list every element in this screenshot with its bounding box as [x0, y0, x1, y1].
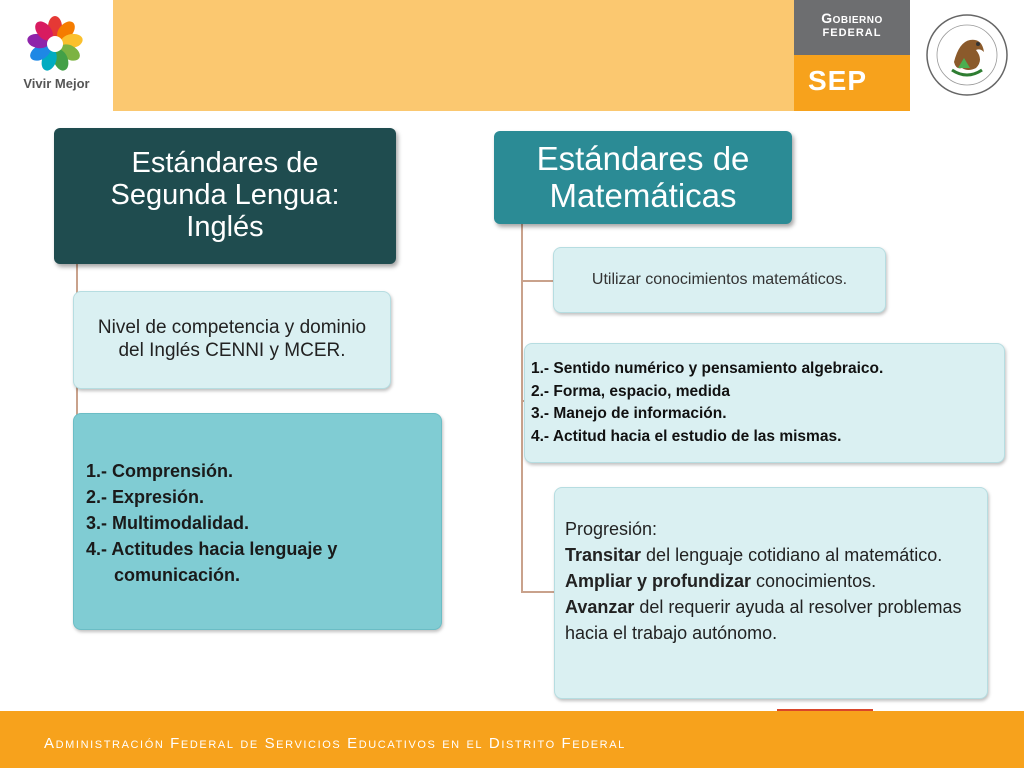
list-item: 1.- Sentido numérico y pensamiento algebraico.: [531, 360, 884, 377]
list-item: 3.- Multimodalidad.: [86, 513, 250, 533]
competencias-list: [86, 458, 337, 588]
nivel-competencia-box: [73, 291, 391, 389]
progresion-line: [565, 594, 977, 646]
list-item: 3.- Manejo de información.: [531, 405, 727, 422]
logo-text: Vivir Mejor: [23, 76, 90, 91]
ejes-box: [524, 343, 1005, 463]
footer: [0, 711, 1024, 768]
right-connector-branch1: [521, 280, 553, 282]
progresion-bold: Avanzar: [565, 597, 635, 617]
gobierno-federal-badge: [794, 0, 910, 55]
progresion-rest: del lenguaje cotidiano al matemático.: [641, 545, 943, 565]
segunda-lengua-title-text: Estándares de Segunda Lengua: Inglés: [110, 147, 340, 243]
progresion-line: [565, 568, 977, 594]
mexico-seal: [910, 0, 1024, 111]
progresion-box: [554, 487, 988, 699]
flower-logo-icon: [25, 14, 85, 74]
header-band: [113, 0, 794, 111]
matematicas-title-text: Estándares de Matemáticas: [536, 140, 750, 214]
sep-badge: [794, 55, 910, 111]
vivir-mejor-logo: [0, 0, 113, 111]
gov-line2: FEDERAL: [822, 27, 882, 39]
header: [0, 0, 1024, 111]
progresion-rest: conocimientos.: [751, 571, 877, 591]
ejes-list: [531, 358, 883, 448]
progresion-heading: Progresión:: [565, 519, 658, 539]
nivel-competencia-text: Nivel de competencia y dominio del Inglés CENNI y MCER.: [97, 317, 367, 361]
utilizar-text: Utilizar conocimientos matemáticos.: [591, 271, 848, 288]
list-item: comunicación.: [114, 565, 241, 585]
progresion-line: [565, 542, 977, 568]
progresion-bold: Transitar: [565, 545, 642, 565]
list-item: 1.- Comprensión.: [86, 461, 234, 481]
sep-text: SEP: [808, 65, 868, 96]
list-item: 2.- Forma, espacio, medida: [531, 382, 730, 400]
gov-line1: Gobierno: [821, 10, 883, 26]
progresion-rest: del requerir ayuda al resolver problemas hacia el trabajo autónomo.: [565, 597, 962, 643]
list-item: 4.- Actitud hacia el estudio de las mismas.: [531, 427, 842, 445]
segunda-lengua-title: [54, 128, 396, 264]
right-connector-branch3: [521, 591, 554, 593]
list-item: 4.- Actitudes hacia lenguaje y: [86, 539, 338, 559]
progresion-bold: Ampliar y profundizar: [565, 571, 752, 591]
national-seal-icon: [924, 12, 1010, 98]
utilizar-box: [553, 247, 886, 313]
matematicas-title: [494, 131, 792, 224]
competencias-box: [73, 413, 442, 630]
list-item: 2.- Expresión.: [86, 487, 205, 507]
footer-text: Administración Federal de Servicios Educativos en el Distrito Federal: [44, 735, 626, 752]
progresion-text: [565, 516, 977, 646]
